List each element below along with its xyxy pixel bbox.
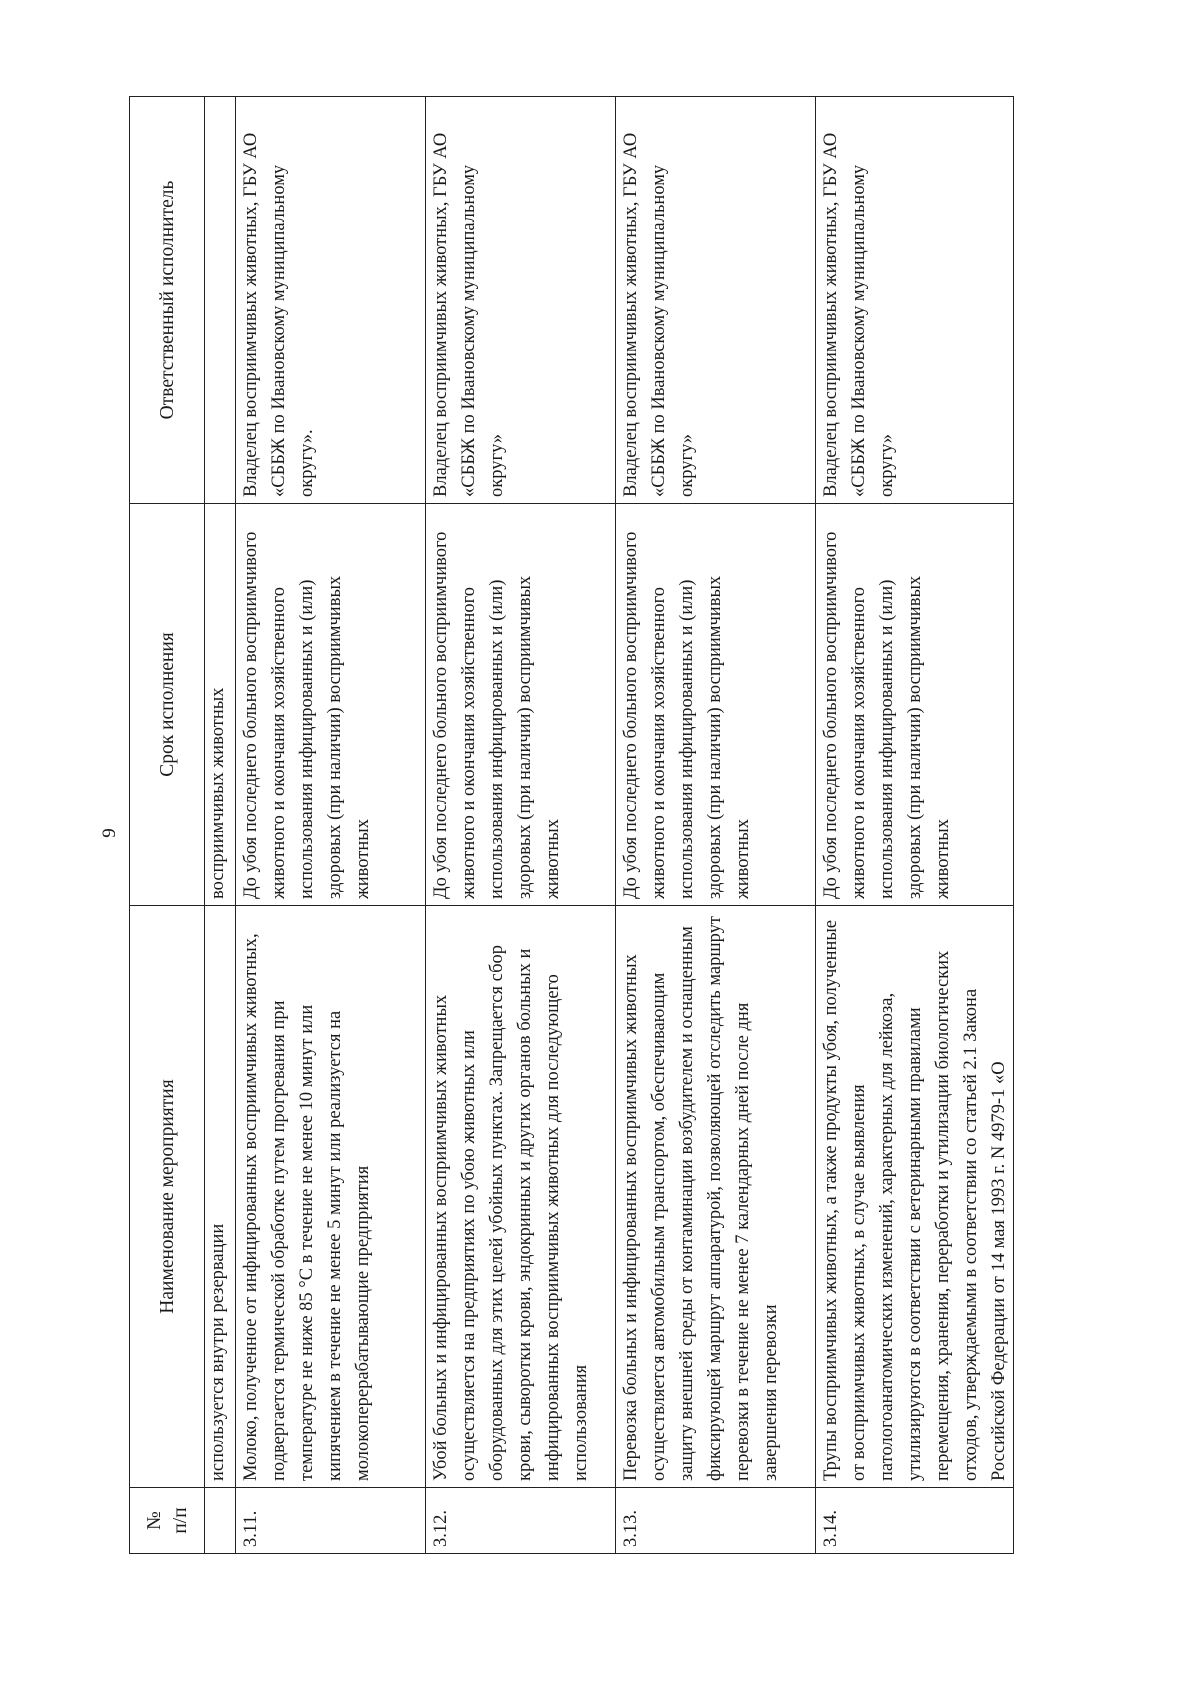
table-row (616, 97, 816, 1554)
cell-num: 3.12. (426, 1488, 616, 1554)
cell-name: Молоко, полученное от инфицированных восприимчивых животных, подвергается термической обработке путем прогревания при температуре не ниже 85 °С в течение не менее 10 минут или кипячением в течение не менее 5 минут или реализуется на молокоперерабатывающие предприятия (236, 906, 426, 1488)
cell-responsible: Владелец восприимчивых животных, ГБУ АО «СББЖ по Ивановскому муниципальному округу». (236, 97, 426, 504)
page-number: 9 (99, 828, 120, 838)
header-term: Срок исполнения (130, 504, 205, 906)
cell-term: До убоя последнего больного восприимчивого животного и окончания хозяйственного использования инфицированных и (или) здоровых (при наличии) восприимчивых животных (426, 504, 616, 906)
measures-table-container (129, 97, 1009, 1554)
cell-responsible: Владелец восприимчивых животных, ГБУ АО «СББЖ по Ивановскому муниципальному округу» (426, 97, 616, 504)
cell-term: До убоя последнего больного восприимчивого животного и окончания хозяйственного использования инфицированных и (или) здоровых (при наличии) восприимчивых животных (616, 504, 816, 906)
cell-num: 3.14. (816, 1488, 1014, 1554)
cell-term: восприимчивых животных (205, 504, 236, 906)
cell-responsible: Владелец восприимчивых животных, ГБУ АО «СББЖ по Ивановскому муниципальному округу» (816, 97, 1014, 504)
cell-term: До убоя последнего больного восприимчивого животного и окончания хозяйственного использования инфицированных и (или) здоровых (при наличии) восприимчивых животных (236, 504, 426, 906)
cell-responsible (205, 97, 236, 504)
table-row (816, 97, 1014, 1554)
table-header-row (130, 97, 205, 1554)
header-num: № п/п (130, 1488, 205, 1554)
cell-num: 3.11. (236, 1488, 426, 1554)
table-row (426, 97, 616, 1554)
cell-term: До убоя последнего больного восприимчивого животного и окончания хозяйственного использования инфицированных и (или) здоровых (при наличии) восприимчивых животных (816, 504, 1014, 906)
cell-name: Убой больных и инфицированных восприимчивых животных осуществляется на предприятиях по убою животных или оборудованных для этих целей убойных пунктах. Запрещается сбор крови, сыворотки крови, эндокринных и других органов больных и инфицированных восприимчивых животных для последующего использования (426, 906, 616, 1488)
cell-name: Трупы восприимчивых животных, а также продукты убоя, полученные от восприимчивых животных, в случае выявления патологоанатомических изменений, характерных для лейкоза, утилизируются в соответствии с ветеринарными правилами перемещения, хранения, переработки и утилизации биологических отходов, утверждаемыми в соответствии со статьей 2.1 Закона Российской Федерации от 14 мая 1993 г. N 4979-1 «О (816, 906, 1014, 1488)
cell-num: 3.13. (616, 1488, 816, 1554)
cell-responsible: Владелец восприимчивых животных, ГБУ АО «СББЖ по Ивановскому муниципальному округу» (616, 97, 816, 504)
table-row (236, 97, 426, 1554)
cell-name: Перевозка больных и инфицированных восприимчивых животных осуществляется автомобильным транспортом, обеспечивающим защиту внешней среды от контаминации возбудителем и оснащенным фиксирующей маршрут аппаратурой, позволяющей отследить маршрут перевозки в течение не менее 7 календарных дней после дня завершения перевозки (616, 906, 816, 1488)
table-row-continuation (205, 97, 236, 1554)
header-name: Наименование мероприятия (130, 906, 205, 1488)
cell-num (205, 1488, 236, 1554)
header-responsible: Ответственный исполнитель (130, 97, 205, 504)
cell-name: используется внутри резервации (205, 906, 236, 1488)
measures-table (129, 96, 1014, 1554)
